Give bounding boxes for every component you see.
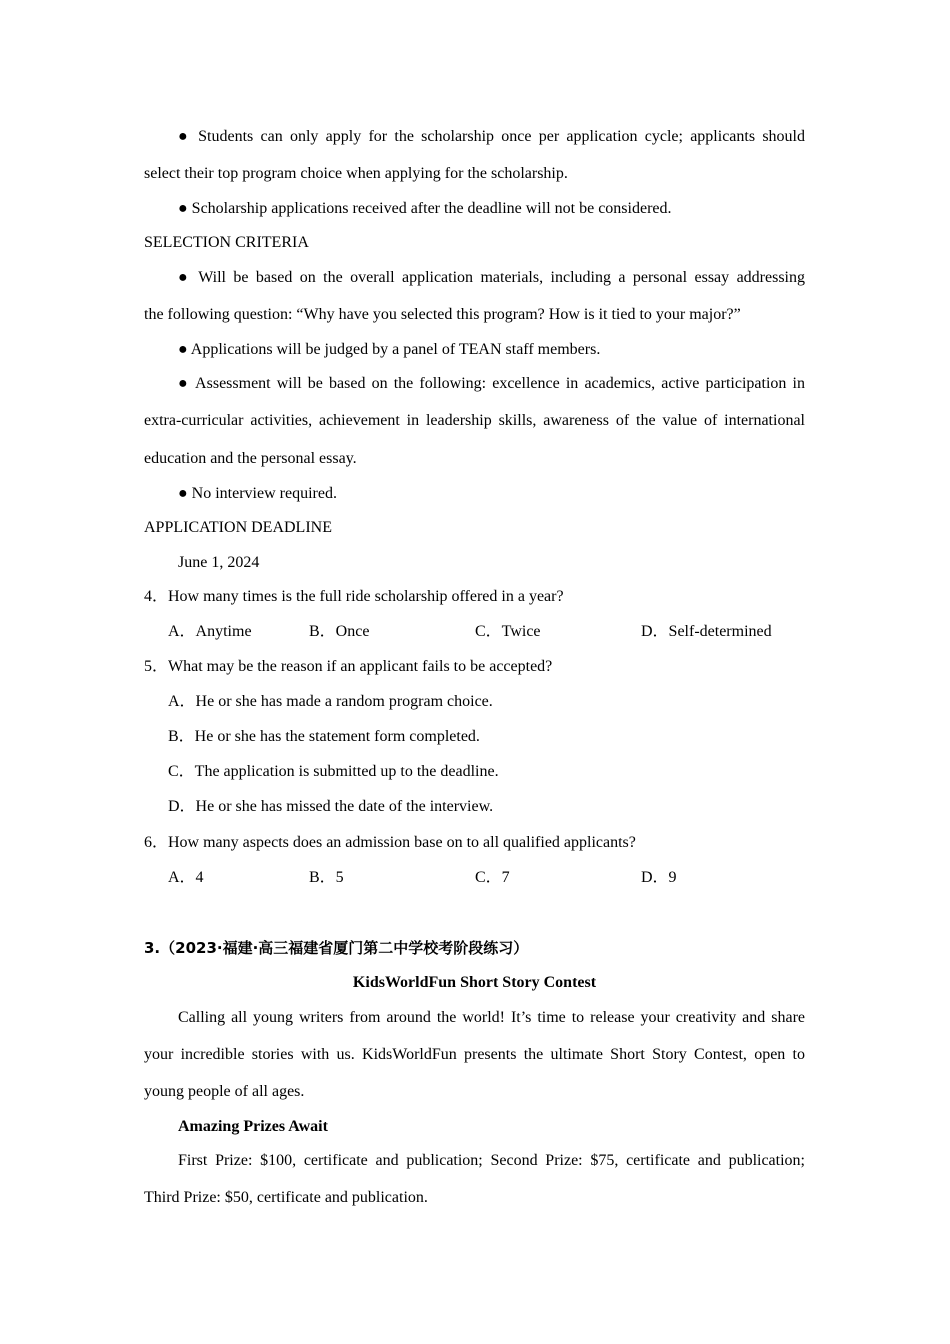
question-6-option-b: B．5 — [309, 869, 344, 886]
question-5-stem: 5．What may be the reason if an applicant fails to be accepted? — [144, 658, 553, 675]
selection-bullet-2: ● Applications will be judged by a panel of TEAN staff members. — [178, 341, 601, 358]
question-4-option-a: A．Anytime — [168, 623, 252, 640]
selection-criteria-heading: SELECTION CRITERIA — [144, 234, 309, 251]
question-4-option-c: C．Twice — [475, 623, 541, 640]
selection-bullet-3-line-1: ● Assessment will be based on the following: excellence in academics, active participation in — [178, 375, 805, 392]
question-5-option-a: A．He or she has made a random program choice. — [168, 693, 493, 710]
contest-para-1-line-3: young people of all ages. — [144, 1083, 305, 1100]
prizes-line-2: Third Prize: $50, certificate and publication. — [144, 1189, 428, 1206]
question-6-option-d: D．9 — [641, 869, 677, 886]
section-3-source: 3.（2023·福建·高三福建省厦门第二中学校考阶段练习） — [144, 939, 529, 957]
eligibility-bullet-1-line-2: select their top program choice when applying for the scholarship. — [144, 165, 568, 182]
prizes-line-1: First Prize: $100, certificate and publication; Second Prize: $75, certificate and publication; — [178, 1152, 805, 1169]
selection-bullet-3-line-2: extra-curricular activities, achievement in leadership skills, awareness of the value of international — [144, 412, 805, 429]
deadline-heading: APPLICATION DEADLINE — [144, 519, 332, 536]
question-6-option-a: A．4 — [168, 869, 204, 886]
question-4-option-d: D．Self-determined — [641, 623, 772, 640]
selection-bullet-1-line-1: ● Will be based on the overall application materials, including a personal essay addressing — [178, 269, 805, 286]
eligibility-bullet-1-line-1: ● Students can only apply for the scholarship once per application cycle; applicants should — [178, 128, 805, 145]
selection-bullet-4: ● No interview required. — [178, 485, 337, 502]
selection-bullet-1-line-2: the following question: “Why have you selected this program? How is it tied to your major?” — [144, 306, 741, 323]
question-5-option-d: D．He or she has missed the date of the interview. — [168, 798, 494, 815]
deadline-date: June 1, 2024 — [178, 554, 260, 571]
selection-bullet-3-line-3: education and the personal essay. — [144, 450, 357, 467]
question-6-option-c: C．7 — [475, 869, 510, 886]
prizes-heading: Amazing Prizes Await — [178, 1118, 328, 1135]
eligibility-bullet-2: ● Scholarship applications received after the deadline will not be considered. — [178, 200, 672, 217]
question-4-option-b: B．Once — [309, 623, 370, 640]
question-6-stem: 6．How many aspects does an admission base on to all qualified applicants? — [144, 834, 636, 851]
contest-para-1-line-1: Calling all young writers from around the world! It’s time to release your creativity and share — [178, 1009, 805, 1026]
question-5-option-b: B．He or she has the statement form completed. — [168, 728, 480, 745]
question-5-option-c: C．The application is submitted up to the deadline. — [168, 763, 499, 780]
contest-title: KidsWorldFun Short Story Contest — [352, 974, 597, 991]
contest-para-1-line-2: your incredible stories with us. KidsWorldFun presents the ultimate Short Story Contest, open to — [144, 1046, 805, 1063]
question-4-stem: 4．How many times is the full ride scholarship offered in a year? — [144, 588, 564, 605]
